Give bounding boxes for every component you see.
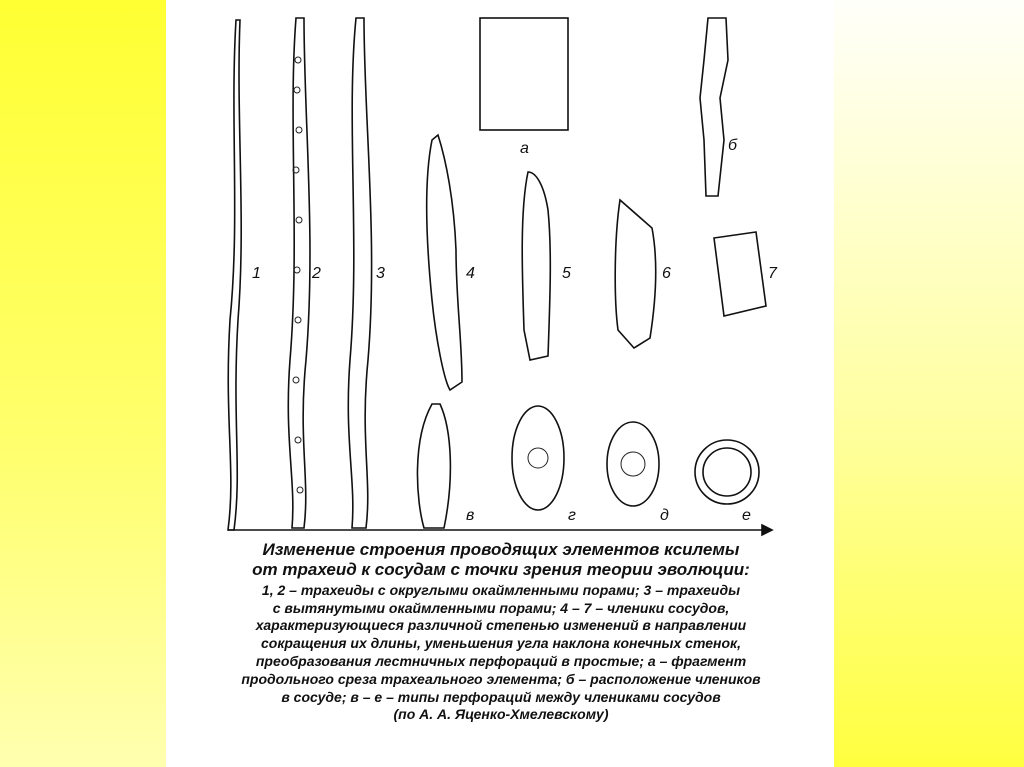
vessel-chain-b bbox=[700, 18, 728, 196]
label-3: 3 bbox=[376, 265, 385, 282]
perforation-d bbox=[607, 422, 659, 506]
caption-body-3: характеризующиеся различной степенью изменений в направлении bbox=[255, 617, 747, 634]
label-5: 5 bbox=[562, 265, 571, 282]
perforation-g bbox=[512, 406, 564, 510]
label-6: 6 bbox=[662, 265, 671, 282]
vessel-member-6 bbox=[615, 200, 655, 348]
caption-title-1: Изменение строения проводящих элементов ксилемы bbox=[262, 540, 740, 559]
label-v: в bbox=[466, 507, 475, 524]
caption-body-1: 1, 2 – трахеиды с округлыми окаймленными порами; 3 – трахеиды bbox=[261, 581, 741, 598]
caption-body-5: преобразования лестничных перфораций в простые; а – фрагмент bbox=[255, 652, 747, 669]
caption-body-6: продольного среза трахеального элемента; б – расположение члеников bbox=[241, 670, 761, 687]
figure-caption bbox=[176, 540, 826, 723]
perforation-v bbox=[417, 404, 450, 528]
label-2: 2 bbox=[312, 265, 321, 282]
label-b: б bbox=[728, 137, 737, 154]
label-e: е bbox=[742, 507, 751, 524]
tracheid-2 bbox=[288, 18, 310, 528]
caption-body-2: с вытянутыми окаймленными порами; 4 – 7 – членики сосудов, bbox=[272, 599, 730, 616]
label-a: а bbox=[520, 140, 529, 157]
label-g: г bbox=[568, 507, 576, 524]
label-4: 4 bbox=[466, 265, 475, 282]
caption-title-2: от трахеид к сосудам с точки зрения теории эволюции: bbox=[252, 560, 750, 580]
caption-body-4: сокращения их длины, уменьшения угла наклона конечных стенок, bbox=[260, 635, 741, 652]
tracheid-3 bbox=[348, 18, 371, 528]
label-1: 1 bbox=[252, 265, 261, 282]
tracheid-1 bbox=[228, 20, 241, 530]
vessel-member-7 bbox=[714, 232, 766, 316]
caption-body-8: (по А. А. Яценко-Хмелевскому) bbox=[393, 706, 609, 723]
caption-body-7: в сосуде; в – е – типы перфораций между члениками сосудов bbox=[281, 688, 721, 705]
label-d: д bbox=[660, 507, 669, 524]
vessel-member-5 bbox=[522, 172, 550, 360]
perforation-e bbox=[695, 440, 759, 504]
fragment-a bbox=[480, 18, 568, 130]
label-7: 7 bbox=[768, 265, 777, 282]
vessel-member-4 bbox=[427, 135, 462, 390]
